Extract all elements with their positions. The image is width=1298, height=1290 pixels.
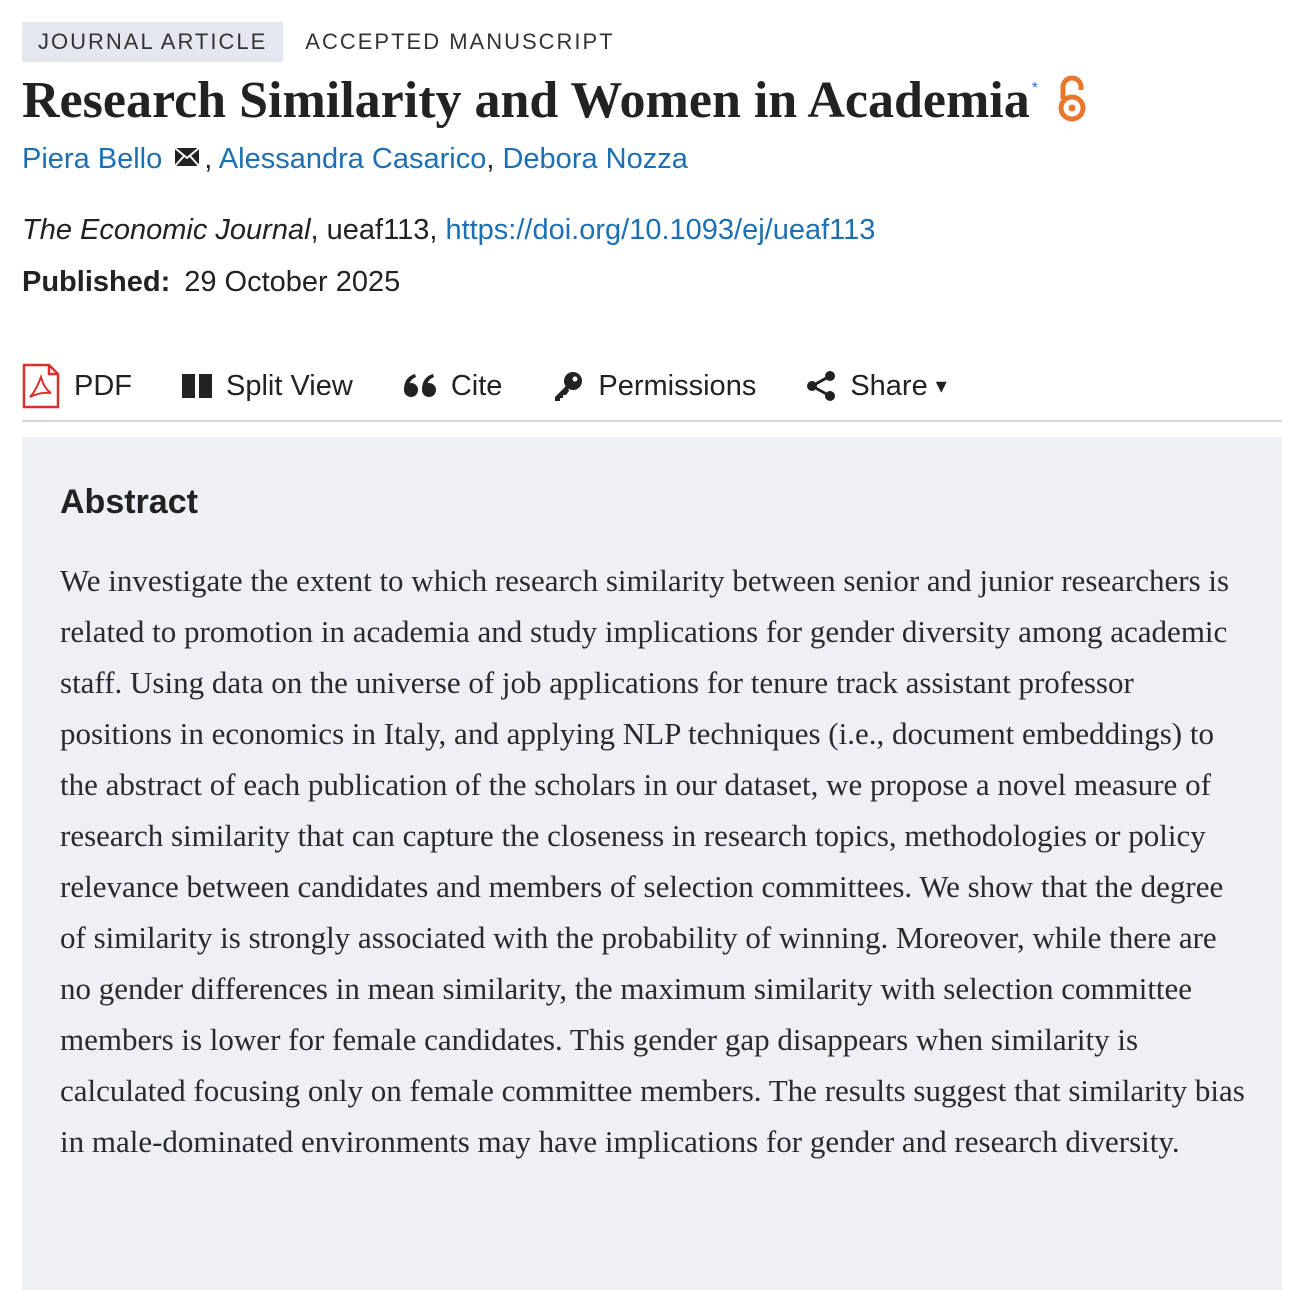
citation-line — [22, 214, 875, 247]
article-type-badge: JOURNAL ARTICLE — [22, 22, 283, 62]
title-footnote-link[interactable]: * — [1031, 80, 1038, 97]
published-label: Published: — [22, 266, 171, 298]
author-link-debora-nozza[interactable]: Debora Nozza — [502, 143, 688, 176]
manuscript-status-badge: ACCEPTED MANUSCRIPT — [305, 29, 615, 54]
pdf-icon — [22, 363, 60, 409]
article-badges — [22, 22, 615, 62]
article-title: Research Similarity and Women in Academia — [22, 72, 1030, 129]
author-link-alessandra-casarico[interactable]: Alessandra Casarico — [218, 143, 487, 176]
envelope-icon[interactable] — [174, 142, 200, 175]
open-access-lock-icon — [1056, 74, 1088, 129]
share-button[interactable] — [806, 370, 946, 403]
split-view-icon — [182, 373, 212, 399]
author-link-piera-bello[interactable]: Piera Bello — [22, 143, 163, 176]
share-caret-icon: ▾ — [935, 373, 947, 398]
author-separator: , — [204, 143, 213, 176]
journal-name: The Economic Journal — [22, 214, 311, 246]
abstract-text: We investigate the extent to which research similarity between senior and junior researchers is related to promotion in academia and study implications for gender diversity among academic staff. Using data on the universe of job applications for tenure track assistant professor positions in economics in Italy, and applying NLP techniques (i.e., document embeddings) to the abstract of each publication of the scholars in our dataset, we propose a novel measure of research similarity that can capture the closeness in research topics, methodologies or policy relevance between candidates and members of selection committees. We show that the degree of similarity is strongly associated with the probability of winning. Moreover, while there are no gender differences in mean similarity, the maximum similarity with selection committee members is lower for female candidates. This gender gap disappears when similarity is calculated focusing only on female committee members. The results suggest that similarity bias in male-dominated environments may have implications for gender and research diversity. — [60, 563, 1245, 1159]
doi-link[interactable]: https://doi.org/10.1093/ej/ueaf113 — [445, 214, 876, 246]
title-row — [22, 68, 1088, 134]
permissions-button[interactable] — [552, 370, 756, 403]
published-line — [22, 266, 400, 299]
share-label: Share — [850, 369, 928, 402]
share-icon — [806, 371, 836, 401]
pdf-label: PDF — [74, 369, 132, 402]
abstract-heading: Abstract — [60, 483, 198, 521]
pdf-button[interactable] — [22, 363, 132, 409]
permissions-label: Permissions — [598, 369, 757, 402]
abstract-section — [22, 437, 1282, 1290]
cite-label: Cite — [450, 369, 503, 402]
quote-icon — [403, 373, 437, 399]
split-view-button[interactable] — [182, 370, 353, 403]
author-separator: , — [486, 143, 495, 176]
key-icon — [552, 370, 584, 402]
published-date: 29 October 2025 — [184, 266, 401, 298]
split-view-label: Split View — [226, 369, 353, 402]
article-id: , ueaf113, — [310, 214, 446, 246]
author-list — [22, 142, 688, 179]
cite-button[interactable] — [403, 370, 503, 403]
article-toolbar — [22, 352, 1282, 422]
